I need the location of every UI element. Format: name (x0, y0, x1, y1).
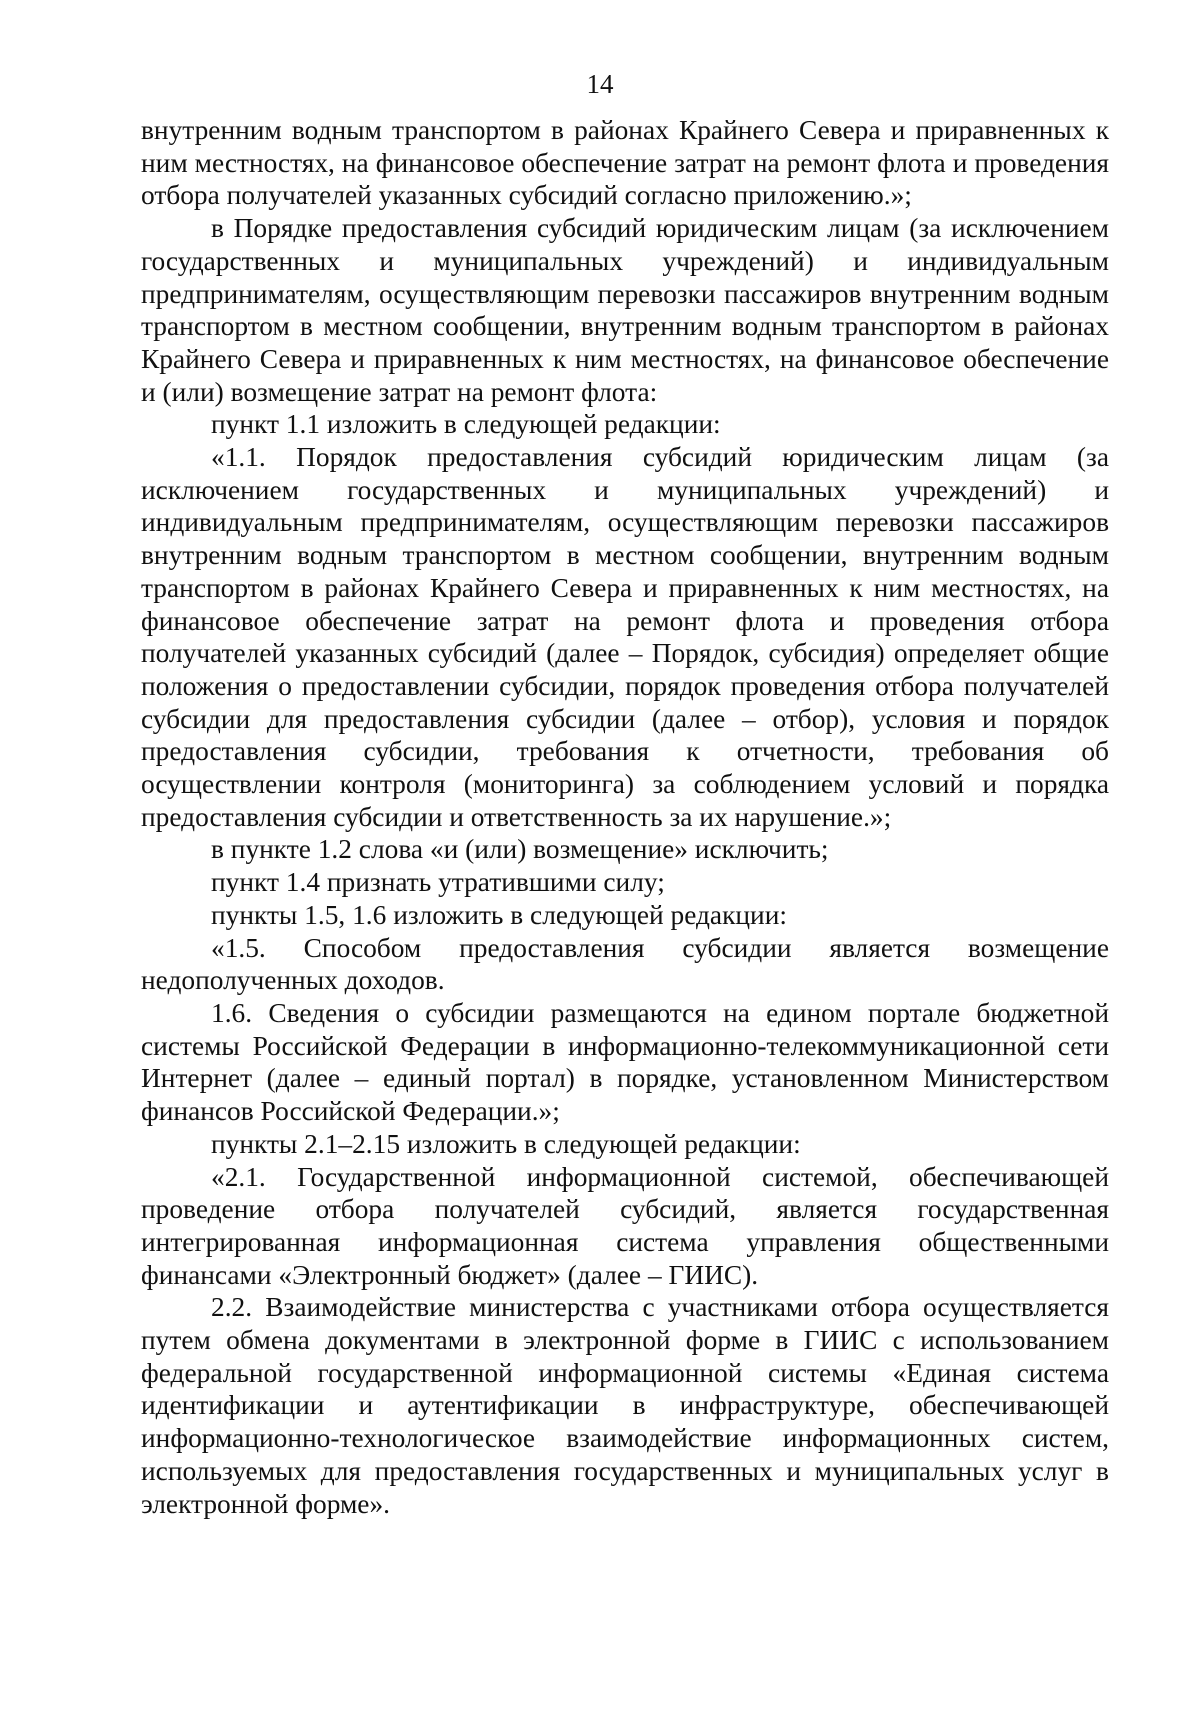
paragraph-item-1-2-instruction: в пункте 1.2 слова «и (или) возмещение» исключить; (211, 834, 829, 865)
document-body (141, 114, 1109, 1520)
paragraph-continuation: внутренним водным транспортом в районах Крайнего Севера и приравненных к ним местностях, на финансовое обеспечение затрат на ремонт флота и проведения отбора получателей указанных субсидий согласно приложению.»; (141, 115, 1109, 211)
paragraph-item-1-1-instruction: пункт 1.1 изложить в следующей редакции: (211, 409, 721, 440)
paragraph-items-1-5-1-6-instruction: пункты 1.5, 1.6 изложить в следующей редакции: (211, 899, 787, 930)
paragraph-items-2-1-2-15-instruction: пункты 2.1–2.15 изложить в следующей редакции: (211, 1128, 801, 1159)
paragraph-procedure-title: в Порядке предоставления субсидий юридическим лицам (за исключением государственных и муниципальных учреждений) и индивидуальным предпринимателям, осуществляющим перевозки пассажиров внутренним водным транспортом в местном сообщении, внутренним водным транспортом в районах Крайнего Севера и приравненных к ним местностях, на финансовое обеспечение и (или) возмещение затрат на ремонт флота: (141, 213, 1109, 407)
paragraph-item-1-1-text: «1.1. Порядок предоставления субсидий юридическим лицам (за исключением государственных и муниципальных учреждений) и индивидуальным предпринимателям, осуществляющим перевозки пассажиров внутренним водным транспортом в местном сообщении, внутренним водным транспортом в районах Крайнего Севера и приравненных к ним местностях, на финансовое обеспечение затрат на ремонт флота и проведения отбора получателей указанных субсидий (далее – Порядок, субсидия) определяет общие положения о предоставлении субсидии, порядок проведения отбора получателей субсидии для предоставления субсидии (далее – отбор), условия и порядок предоставления субсидии, требования к отчетности, требования об осуществлении контроля (мониторинга) за соблюдением условий и порядка предоставления субсидии и ответственность за их нарушение.»; (141, 442, 1109, 832)
paragraph-item-1-5-text: «1.5. Способом предоставления субсидии является возмещение недополученных доходов. (141, 932, 1109, 996)
paragraph-item-1-6-text: 1.6. Сведения о субсидии размещаются на едином портале бюджетной системы Российской Федерации в информационно-телекоммуникационной сети Интернет (далее – единый портал) в порядке, установленном Министерством финансов Российской Федерации.»; (141, 997, 1109, 1127)
paragraph-item-1-4-instruction: пункт 1.4 признать утратившими силу; (211, 867, 665, 898)
paragraph-item-2-2-text: 2.2. Взаимодействие министерства с участниками отбора осуществляется путем обмена документами в электронной форме в ГИИС с использованием федеральной государственной информационной системы «Единая система идентификации и аутентификации в инфраструктуре, обеспечивающей информационно-технологическое взаимодействие информационных систем, используемых для предоставления государственных и муниципальных услуг в электронной форме». (141, 1292, 1109, 1519)
paragraph-item-2-1-text: «2.1. Государственной информационной системой, обеспечивающей проведение отбора получателей субсидий, является государственная интегрированная информационная система управления общественными финансами «Электронный бюджет» (далее – ГИИС). (141, 1161, 1109, 1290)
page-number: 14 (586, 69, 614, 99)
